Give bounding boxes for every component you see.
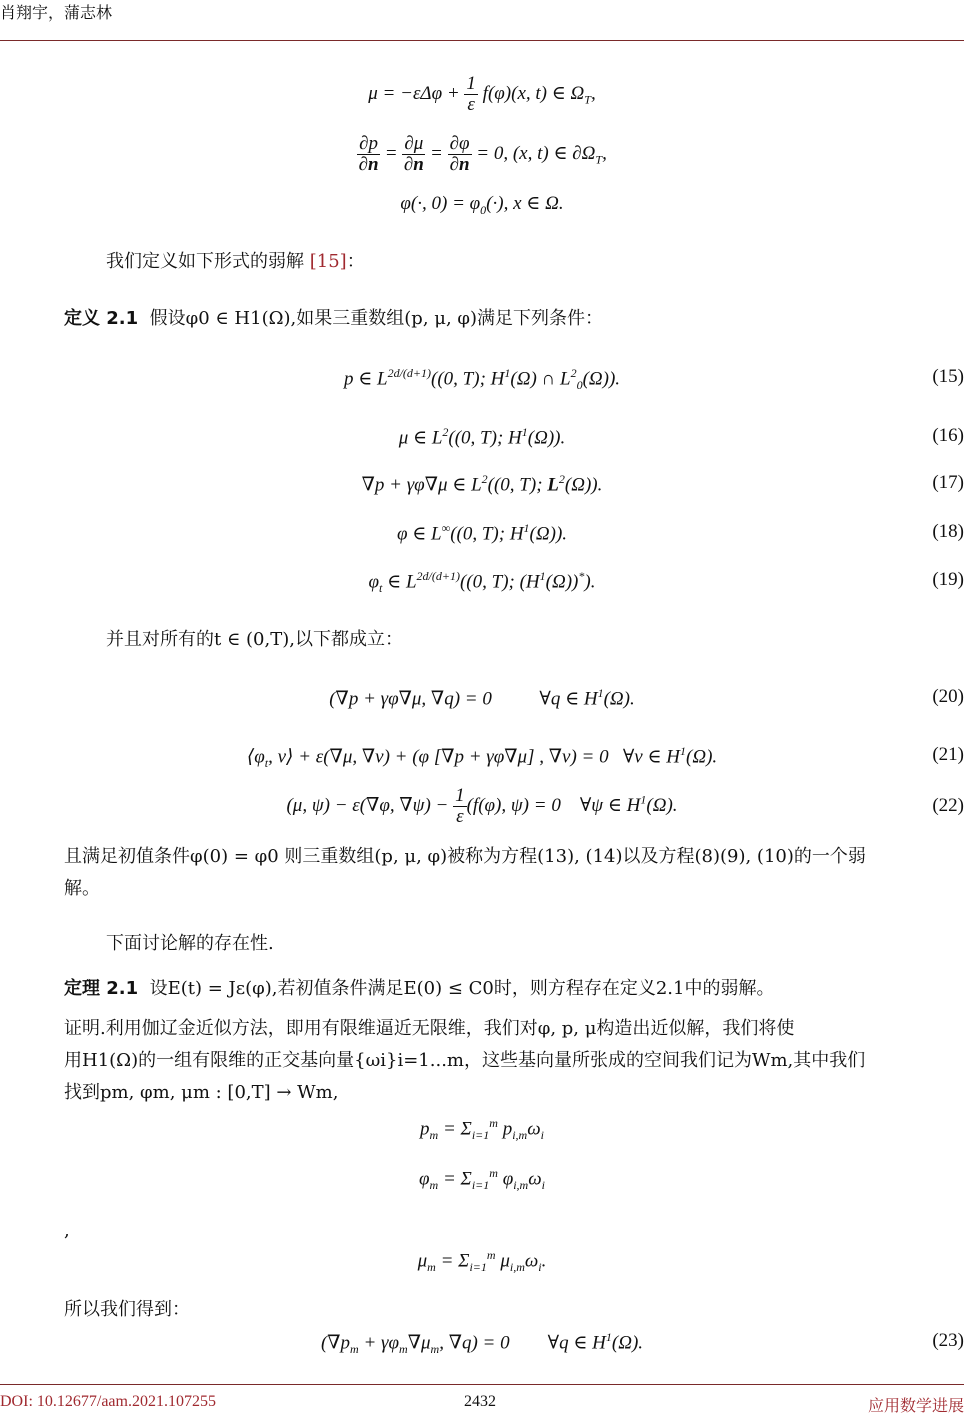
and-for-all-line: 并且对所有的t ∈ (0,T),以下都成立：	[106, 629, 403, 650]
sum-phi: $\varphi_m = \Sigma_{i=1}^m$ $\varphi_{i,m}\omega_i$	[419, 1166, 545, 1193]
weak-eq-21: $⟨\varphi_t$, v⟩ + ε(∇μ, ∇v) + (φ [∇p + γφ∇μ] , ∇v) = 0 ∀v ∈ $H^1(\Omega)$.	[246, 744, 718, 771]
condition-17: ∇p + γφ∇μ ∈ $L^2((0$, T); $L^2(\Omega)$).	[361, 472, 603, 496]
footer-journal: 应用数学进展	[867, 1398, 964, 1415]
equation-23: ($\nabla p_m + \gamma\varphi_m\nabla\mu_m$, ∇q) = 0 ∀q ∈ $H^1(\Omega)$.	[320, 1330, 644, 1357]
definition-text: 假设φ0 ∈ H1(Ω),如果三重数组(p, μ, φ)满足下列条件：	[149, 308, 604, 329]
sum-mu: $\mu_m = \Sigma_{i=1}^m$ $\mu_{i,m}\omega_i$.	[417, 1248, 547, 1275]
citation-link[interactable]: [15]	[309, 251, 347, 272]
running-header-authors: 肖翔宇，蒲志林	[0, 3, 113, 22]
definition-line	[64, 303, 964, 335]
theorem-text: 设E(t) = Jε(φ),若初值条件满足E(0) ≤ C0时，则方程存在定义2.1中的弱解。	[149, 978, 775, 999]
existence-intro: 下面讨论解的存在性.	[106, 933, 274, 954]
sum-p: $p_m = \Sigma_{i=1}^m$ $p_{i,m}\omega_i$	[420, 1116, 544, 1143]
intro-line: 我们定义如下形式的弱解 [15]：	[106, 251, 365, 272]
equation-number-19: (19)	[932, 569, 964, 590]
header-rule	[0, 40, 964, 41]
equation-initial: φ(·, $0) = \varphi_0(\cdot)$, x ∈ Ω.	[400, 193, 564, 217]
theorem-label: 定理 2.1	[64, 978, 139, 999]
condition-18: φ ∈ L∞((0, T); $H^1(\Omega)$).	[396, 521, 568, 545]
equation-mu: μ = −εΔφ + $\frac{1}{\varepsilon}$ f(φ)(x, t) ∈ $\Omega_T$,	[368, 73, 596, 115]
equation-number-23: (23)	[932, 1330, 964, 1351]
equation-number-20: (20)	[932, 686, 964, 707]
condition-19: $\varphi_t$ ∈ $L^{2d/(d+1)}((0$, T); $(H^1(\Omega))^*$).	[368, 569, 596, 596]
footer-rule	[0, 1384, 964, 1385]
equation-number-18: (18)	[932, 521, 964, 542]
stray-comma: ,	[64, 1220, 70, 1241]
so-we-get: 所以我们得到：	[64, 1299, 190, 1320]
definition-label: 定义 2.1	[64, 308, 139, 329]
condition-16: μ ∈ $L^2((0$, T); $H^1(\Omega)$).	[398, 425, 566, 449]
footer-page-number: 2432	[464, 1393, 496, 1410]
equation-number-21: (21)	[932, 744, 964, 765]
equation-boundary: $\frac{\partial p}{\partial n}$ = $\frac{\partial\mu}{\partial n}$ = $\frac{\partial\varphi}{\partial n}$ = 0, (x, t) ∈ $\partial\Omega_T$,	[358, 133, 607, 175]
equation-number-16: (16)	[932, 425, 964, 446]
equation-number-15: (15)	[932, 366, 964, 387]
weak-eq-20: (∇p + γφ∇μ, ∇q) = 0 ∀q ∈ $H^1(\Omega)$.	[329, 686, 635, 710]
equation-number-17: (17)	[932, 472, 964, 493]
equation-number-22: (22)	[932, 795, 964, 816]
condition-15: p ∈ $L^{2d/(d+1)}((0$, T); $H^1(\Omega)$ ∩ $L^2_0(\Omega)$).	[343, 366, 621, 393]
weak-solution-conclusion: 且满足初值条件φ(0) = φ0 则三重数组(p, μ, φ)被称为方程(13), (14)以及方程(8)(9), (10)的一个弱 解。	[64, 846, 866, 899]
proof-paragraph: 证明.利用伽辽金近似方法，即用有限维逼近无限维，我们对φ, p, μ构造出近似解，我们将使 用H1(Ω)的一组有限维的正交基向量{ωi}i=1...m，这些基向量所张成的空间我们记为Wm,其中我们 找到pm, φm, μm : [0,T] → Wm,	[64, 1018, 866, 1103]
theorem-line	[64, 973, 964, 1005]
weak-eq-22: (μ, ψ) − ε(∇φ, ∇ψ) − $\frac{1}{\varepsilon}$ (f(φ), ψ) = 0 ∀ψ ∈ $H^1(\Omega)$.	[286, 785, 678, 827]
footer-doi[interactable]: DOI: 10.12677/aam.2021.107255	[0, 1393, 216, 1410]
